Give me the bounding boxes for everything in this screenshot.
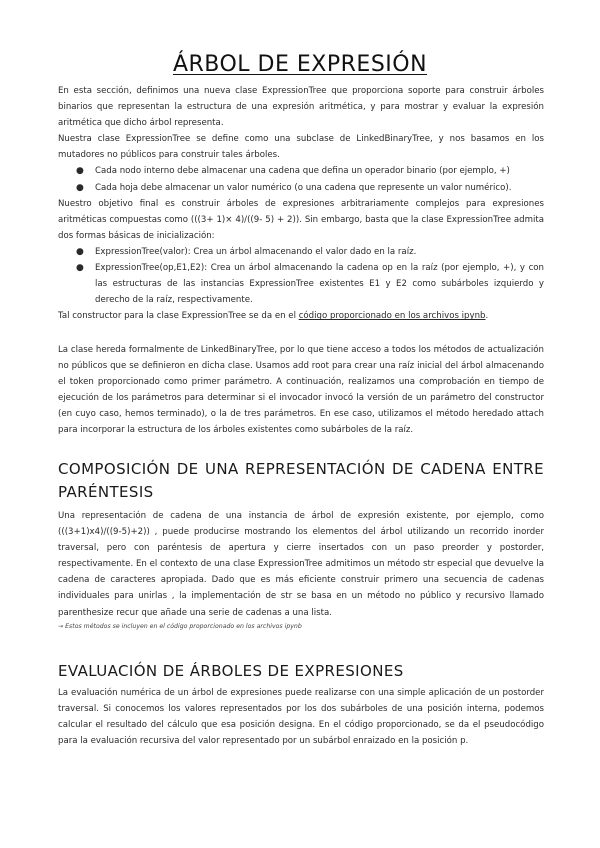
ipynb-code-link[interactable]: código proporcionado en los archivos ipynb <box>298 311 486 322</box>
bullet-text: Cada nodo interno debe almacenar una cadena que defina un operador binario (por ejemplo, +) <box>95 166 510 177</box>
intro-section <box>58 83 544 324</box>
intro-paragraph-4 <box>58 308 544 324</box>
bullet-text: ExpressionTree(valor): Crea un árbol almacenando el valor dado en la raíz. <box>95 246 417 257</box>
bullet-icon: ● <box>76 182 84 193</box>
intro-paragraph-3: Nuestro objetivo final es construir árboles de expresiones arbitrariamente complejos para expresiones aritméticas compuestas como (((3+ 1)× 4)/((9- 5) + 2)). Sin embargo, basta que la clase ExpressionTree admita dos formas básicas de inicialización: <box>58 198 544 241</box>
intro-paragraph-2: Nuestra clase ExpressionTree se define como una subclase de LinkedBinaryTree, y nos basamos en los mutadores no públicos para construir tales árboles. <box>58 134 544 161</box>
page-title: ÁRBOL DE EXPRESIÓN <box>172 52 428 77</box>
section-parenthesize <box>58 458 544 633</box>
bullet-item <box>58 163 544 179</box>
section-evaluation <box>58 660 544 749</box>
bullet-icon: ● <box>76 263 84 274</box>
code-note: → Estos métodos se incluyen en el código proporcionado en los archivos ipynb <box>58 622 302 630</box>
intro-paragraph-5: La clase hereda formalmente de LinkedBinaryTree, por lo que tiene acceso a todos los métodos de actualización no públicos que se definieron en dicha clase. Usamos add root para crear una raíz inicial del árbol almacenando el token proporcionado como primer parámetro. A continuación, realizamos una comprobación en tiempo de ejecución de los parámetros para determinar si el invocador invocó la versión de un parámetro del constructor (en cuyo caso, hemos terminado), o la de tres parámetros. En ese caso, utilizamos el método heredado attach para incorporar la estructura de los árboles existentes como subárboles de la raíz. <box>58 345 544 436</box>
bullet-text: ExpressionTree(op,E1,E2): Crea un árbol almacenando la cadena op en la raíz (por ejemplo, +), y con las estructuras de las instancias ExpressionTree existentes E1 y E2 como subárboles izquierdo y derecho de la raíz, respectivamente. <box>95 263 544 306</box>
bullet-icon: ● <box>76 166 84 177</box>
section-heading-parenthesize: COMPOSICIÓN DE UNA REPRESENTACIÓN DE CADENA ENTRE PARÉNTESIS <box>58 460 544 501</box>
bullet-text: Cada hoja debe almacenar un valor numérico (o una cadena que represente un valor numérico). <box>95 182 512 193</box>
p4-prefix: Tal constructor para la clase ExpressionTree se da en el <box>58 311 299 322</box>
bullet-item <box>58 260 544 308</box>
intro-paragraph-1: En esta sección, definimos una nueva clase ExpressionTree que proporciona soporte para construir árboles binarios que representan la estructura de una expresión aritmética, y para mostrar y evaluar la expresión aritmética que dicho árbol representa. <box>58 86 544 129</box>
bullet-icon: ● <box>76 246 84 257</box>
bullet-item <box>58 180 544 196</box>
p4-suffix: . <box>485 311 489 322</box>
section-heading-evaluation: EVALUACIÓN DE ÁRBOLES DE EXPRESIONES <box>58 662 404 680</box>
intro-paragraph-5-block <box>58 342 544 439</box>
bullet-item <box>58 244 544 260</box>
parenthesize-paragraph: Una representación de cadena de una instancia de árbol de expresión existente, por ejemplo, como (((3+1)x4)/((9-5)+2)) , puede producirse mostrando los elementos del árbol utilizando un recorrido inorder traversal, pero con paréntesis de apertura y cierre insertados con un paso preorder y postorder, respectivamente. En el contexto de una clase ExpressionTree admitimos un método str especial que devuelve la cadena de caracteres apropiada. Dado que es más eficiente construir primero una secuencia de cadenas individuales para unirlas , la implementación de str se basa en un método no público y recursivo llamado parenthesize recur que añade una serie de cadenas a una lista. <box>58 511 544 618</box>
evaluation-paragraph: La evaluación numérica de un árbol de expresiones puede realizarse con una simple aplicación de un postorder traversal. Si conocemos los valores representados por los dos subárboles de una posición interna, podemos calcular el resultado del cálculo que esa posición designa. En el código proporcionado, se da el pseudocódigo para la evaluación recursiva del valor representado por un subárbol enraizado en la posición p. <box>58 688 544 747</box>
